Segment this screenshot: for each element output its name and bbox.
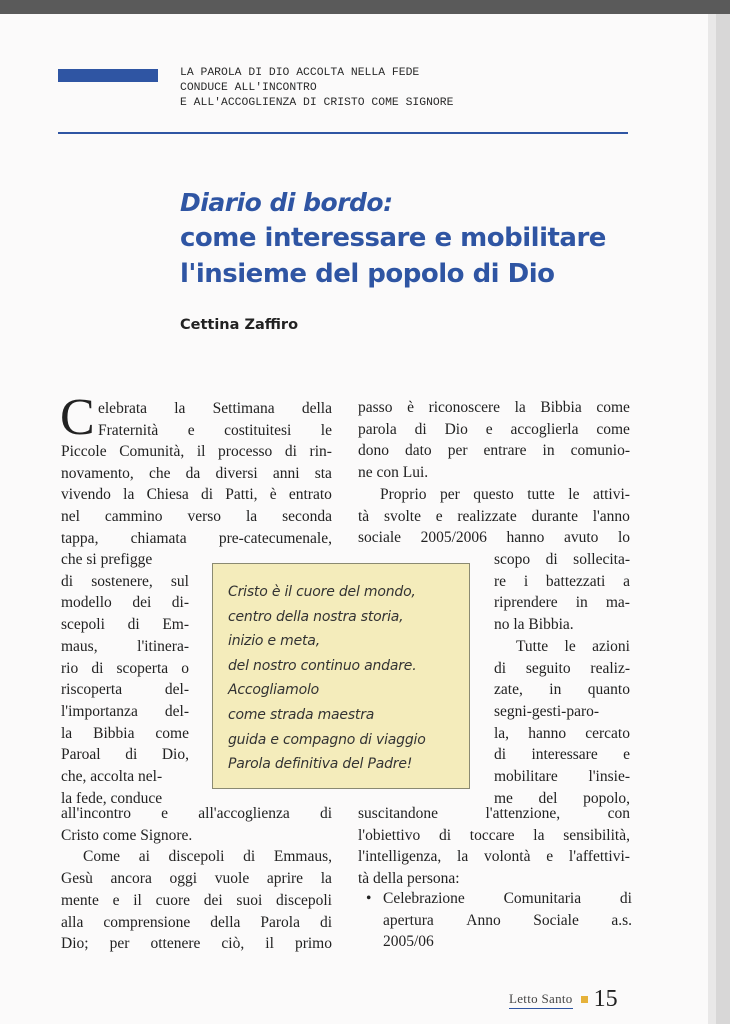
word: e: [112, 891, 120, 909]
word: novamento,: [61, 464, 134, 482]
word: o: [181, 659, 189, 677]
word: Bibbia: [540, 399, 582, 416]
word: vuole: [214, 870, 250, 888]
word: e: [485, 420, 493, 438]
word: lo: [617, 529, 630, 547]
word: azioni: [592, 637, 630, 655]
word: di: [200, 486, 214, 504]
word: tà: [358, 507, 370, 525]
text-line: Cristo come Signore.: [61, 826, 193, 844]
word: dono: [358, 442, 389, 460]
page-footer: [509, 986, 618, 1013]
text-line: [61, 679, 189, 701]
header-line: E ALL'ACCOGLIENZA DI CRISTO COME SIGNORE: [180, 97, 454, 109]
word: battezzati: [545, 572, 606, 590]
word: Come: [83, 848, 121, 866]
word: ottenere: [150, 935, 201, 953]
word: tutte: [527, 485, 555, 503]
word: in: [549, 681, 562, 699]
word: dei: [132, 594, 152, 612]
word: di: [414, 420, 427, 438]
word: Dio;: [61, 935, 89, 953]
left-column-narrow: [61, 549, 189, 809]
word: quanto: [587, 681, 630, 699]
text-line: [494, 679, 630, 701]
quote-line: Accogliamolo: [228, 682, 320, 699]
word: Patti,: [225, 486, 258, 504]
text-line: [358, 803, 630, 825]
word: ai: [138, 848, 150, 866]
word: riscoperta: [61, 681, 123, 699]
word: l'affettivi-: [568, 848, 630, 866]
text-line: no la Bibbia.: [494, 616, 574, 634]
text-line: [61, 723, 189, 745]
quote-line: Cristo è il cuore del mondo,: [228, 584, 416, 600]
word: hanno: [506, 529, 545, 547]
word: suoi: [236, 891, 263, 909]
word: entrare: [483, 442, 527, 460]
text-line: tà della persona:: [358, 870, 460, 888]
word: Em-: [162, 616, 189, 634]
word: di: [284, 443, 297, 460]
text-line: [494, 658, 630, 680]
word: Emmaus,: [273, 848, 332, 866]
word: la: [61, 724, 73, 742]
header-line: LA PAROLA DI DIO ACCOLTA NELLA FEDE: [180, 67, 420, 79]
word: Proprio: [380, 485, 427, 503]
text-line: che si prefigge: [61, 551, 153, 568]
word: riprendere: [494, 594, 558, 612]
word: suscitandone: [358, 805, 439, 822]
text-line: [61, 744, 189, 766]
word: e: [546, 848, 554, 866]
word: come: [155, 724, 189, 742]
word: passo: [358, 399, 393, 416]
word: durante: [531, 507, 578, 525]
quote-line: del nostro continuo andare.: [228, 657, 417, 674]
word: sollecita-: [573, 551, 630, 568]
text-line: [61, 636, 189, 658]
text-line: [61, 441, 332, 463]
word: di: [319, 913, 332, 931]
word: di-: [171, 594, 189, 612]
word: del-: [164, 702, 189, 720]
right-column-narrow: [494, 549, 630, 809]
text-line: [61, 506, 332, 528]
word: parola: [358, 420, 397, 438]
word: la,: [494, 724, 510, 742]
word: aprire: [266, 870, 304, 888]
word: accoglierla: [510, 420, 579, 438]
word: sul: [170, 572, 189, 590]
word: della: [210, 913, 241, 931]
word: rio: [61, 659, 79, 677]
article-title: [180, 186, 660, 292]
word: me: [494, 789, 513, 807]
word: realizzate: [457, 507, 517, 525]
word: pre-catecumenale,: [218, 529, 332, 547]
word: all'accoglienza: [198, 805, 290, 822]
text-line: [358, 846, 630, 868]
text-line: [494, 571, 630, 593]
header-accent-bar: [58, 69, 158, 82]
bullet-marker: •: [366, 890, 372, 907]
word: apertura: [383, 911, 434, 929]
text-line: 2005/06: [383, 933, 434, 951]
word: Tutte: [516, 637, 549, 655]
word: cuore: [155, 891, 191, 909]
word: l'obiettivo: [358, 826, 421, 844]
pull-quote-box: [212, 563, 470, 789]
text-line: ne con Lui.: [358, 464, 429, 482]
header-line: CONDUCE ALL'INCONTRO: [180, 82, 317, 94]
title-line: come interessare e mobilitare: [180, 223, 606, 253]
word: di: [125, 746, 138, 764]
page-number: 15: [593, 986, 618, 1012]
word: riconoscere: [428, 399, 500, 416]
quote-line: Parola definitiva del Padre!: [228, 756, 413, 773]
word: comprensione: [103, 913, 191, 931]
text-line: [61, 658, 189, 680]
word: che: [148, 464, 171, 482]
right-column-top: [358, 397, 630, 549]
word: di: [494, 746, 507, 764]
word: primo: [294, 935, 332, 953]
word: è: [407, 399, 414, 416]
word: di: [494, 659, 507, 677]
word: Anno: [466, 911, 501, 929]
word: 2005/2006: [420, 529, 487, 547]
word: elebrata: [98, 400, 148, 417]
word: seconda: [282, 508, 332, 526]
word: vivendo: [61, 486, 111, 504]
word: segni-gesti-paro-: [494, 702, 600, 720]
word: scepoli: [61, 616, 105, 634]
text-line: [358, 440, 630, 462]
word: anni: [272, 464, 300, 482]
word: oggi: [169, 870, 198, 888]
word: zate,: [494, 681, 523, 699]
word: Piccole: [61, 443, 107, 460]
word: i: [523, 572, 529, 590]
word: le: [564, 637, 576, 655]
word: da: [185, 464, 201, 482]
word: realiz-: [590, 659, 630, 677]
word: alla: [61, 913, 84, 931]
bullet-text: [383, 888, 632, 953]
quote-line: inizio e meta,: [228, 633, 320, 650]
text-line: [61, 933, 332, 955]
section-header: [180, 66, 600, 111]
word: in: [575, 594, 588, 612]
word: toccare: [469, 826, 515, 844]
text-line: la fede, conduce: [61, 789, 163, 807]
word: per: [439, 485, 460, 503]
word: processo: [218, 443, 273, 460]
drop-cap: C: [60, 389, 95, 446]
word: e: [435, 507, 443, 525]
text-line: [61, 528, 332, 550]
word: il: [265, 935, 274, 953]
text-line: [358, 506, 630, 528]
word: a.s.: [611, 911, 632, 929]
word: discepoli: [276, 891, 332, 909]
word: sociale: [358, 529, 402, 547]
word: l'insie-: [588, 768, 630, 786]
word: dei: [203, 891, 223, 909]
word: tappa,: [61, 529, 99, 547]
right-column-bottom: [358, 803, 630, 890]
text-line: [494, 766, 630, 788]
word: ciò,: [221, 935, 245, 953]
header-divider: [58, 132, 628, 134]
word: in: [542, 442, 555, 460]
word: la: [174, 400, 186, 417]
text-line: che, accolta nel-: [61, 768, 163, 786]
word: sta: [314, 464, 332, 482]
word: ma-: [605, 594, 630, 612]
word: e: [161, 805, 169, 822]
word: avuto: [563, 529, 599, 547]
word: svolte: [383, 507, 421, 525]
word: volontà: [484, 848, 531, 866]
word: re: [494, 572, 507, 590]
word: la: [123, 486, 135, 504]
word: del-: [164, 681, 189, 699]
word: a: [623, 572, 630, 590]
word: mobilitare: [494, 768, 558, 786]
title-line: l'insieme del popolo di Dio: [180, 259, 555, 289]
text-line: [61, 846, 332, 868]
word: l'importanza: [61, 702, 138, 720]
word: verso: [187, 508, 222, 526]
word: con: [607, 805, 630, 822]
word: la: [533, 826, 545, 844]
text-line: [61, 484, 332, 506]
text-line: [494, 723, 630, 745]
word: di: [91, 659, 104, 677]
quote-line: guida e compagno di viaggio: [228, 731, 426, 748]
word: e: [623, 746, 630, 764]
text-line: [358, 397, 630, 419]
text-line: [494, 549, 630, 571]
text-line: [61, 868, 332, 890]
word: e: [187, 421, 195, 439]
word: questo: [473, 485, 514, 503]
text-line: [61, 701, 189, 723]
text-line: [61, 463, 332, 485]
word: l'anno: [592, 507, 630, 525]
word: di: [61, 572, 74, 590]
word: come: [596, 399, 630, 416]
word: è: [269, 486, 277, 504]
word: il: [196, 443, 206, 460]
word: cercato: [585, 724, 630, 742]
word: l'intelligenza,: [358, 848, 442, 866]
word: di: [545, 551, 558, 568]
word: entrato: [288, 486, 332, 504]
word: nel: [61, 508, 80, 526]
word: la: [320, 870, 332, 888]
text-line: [61, 803, 332, 825]
word: chiamata: [130, 529, 187, 547]
word: di: [319, 805, 332, 822]
left-column-body: [61, 441, 332, 550]
word: per: [109, 935, 130, 953]
text-line: [494, 701, 630, 723]
left-column-lead: [98, 398, 332, 441]
word: seguito: [525, 659, 571, 677]
text-line: [61, 592, 189, 614]
word: le: [320, 421, 332, 439]
word: sensibilità,: [563, 826, 630, 844]
word: modello: [61, 594, 112, 612]
footer-square-icon: [581, 996, 588, 1003]
word: discepoli: [168, 848, 225, 866]
word: mente: [61, 891, 99, 909]
word: all'incontro: [61, 805, 131, 822]
word: scopo: [494, 551, 531, 568]
word: della: [301, 400, 332, 417]
text-line: [358, 825, 630, 847]
word: Dio,: [161, 746, 189, 764]
text-line: [494, 592, 630, 614]
text-line: [494, 636, 630, 658]
page-edge-shadow: [716, 14, 730, 1024]
word: di: [438, 826, 452, 844]
quote-line: come strada maestra: [228, 706, 375, 723]
magazine-name: Letto Santo: [509, 991, 573, 1009]
text-line: [383, 888, 632, 910]
text-line: [358, 484, 630, 506]
word: come: [596, 420, 630, 438]
word: il: [133, 891, 142, 909]
article-author: Cettina Zaffiro: [180, 317, 299, 333]
word: di: [127, 616, 140, 634]
word: Sociale: [533, 911, 579, 929]
word: del: [538, 789, 558, 807]
text-line: [61, 571, 189, 593]
text-line: [494, 744, 630, 766]
word: le: [568, 485, 580, 503]
word: comunio-: [570, 442, 630, 460]
word: Chiesa: [146, 486, 189, 504]
word: maus,: [61, 637, 98, 655]
word: rin-: [309, 443, 332, 460]
word: Dio: [444, 420, 468, 438]
word: cammino: [104, 508, 163, 526]
word: ancora: [110, 870, 152, 888]
word: interessare: [531, 746, 598, 764]
word: diversi: [215, 464, 258, 482]
text-line: [358, 419, 630, 441]
word: Celebrazione: [383, 890, 465, 907]
word: Paroal: [61, 746, 101, 764]
word: la: [457, 848, 469, 866]
word: costituitesi: [224, 421, 292, 439]
text-line: [61, 912, 332, 934]
word: Settimana: [212, 400, 275, 417]
text-line: [61, 614, 189, 636]
word: Comunità,: [119, 443, 185, 460]
text-line: [383, 910, 632, 932]
word: l'attenzione,: [485, 805, 561, 822]
word: di: [243, 848, 256, 866]
word: scoperta: [116, 659, 169, 677]
left-column-bottom: [61, 803, 332, 955]
word: la: [514, 399, 526, 416]
text-line: [98, 398, 332, 420]
word: l'itinera-: [137, 637, 189, 655]
word: Fraternità: [98, 421, 159, 439]
word: per: [447, 442, 468, 460]
word: di: [619, 890, 632, 907]
word: Parola: [260, 913, 300, 931]
word: la: [245, 508, 258, 526]
word: attivi-: [592, 485, 630, 503]
title-line: Diario di bordo:: [180, 188, 393, 217]
word: sostenere,: [91, 572, 153, 590]
text-line: [98, 420, 332, 442]
quote-line: centro della nostra storia,: [228, 608, 404, 625]
word: dato: [405, 442, 432, 460]
word: hanno: [528, 724, 567, 742]
word: Bibbia: [93, 724, 135, 742]
word: Gesù: [61, 870, 93, 888]
word: popolo,: [583, 789, 630, 807]
word: Comunitaria: [503, 890, 582, 907]
text-line: [61, 890, 332, 912]
text-line: [358, 527, 630, 549]
